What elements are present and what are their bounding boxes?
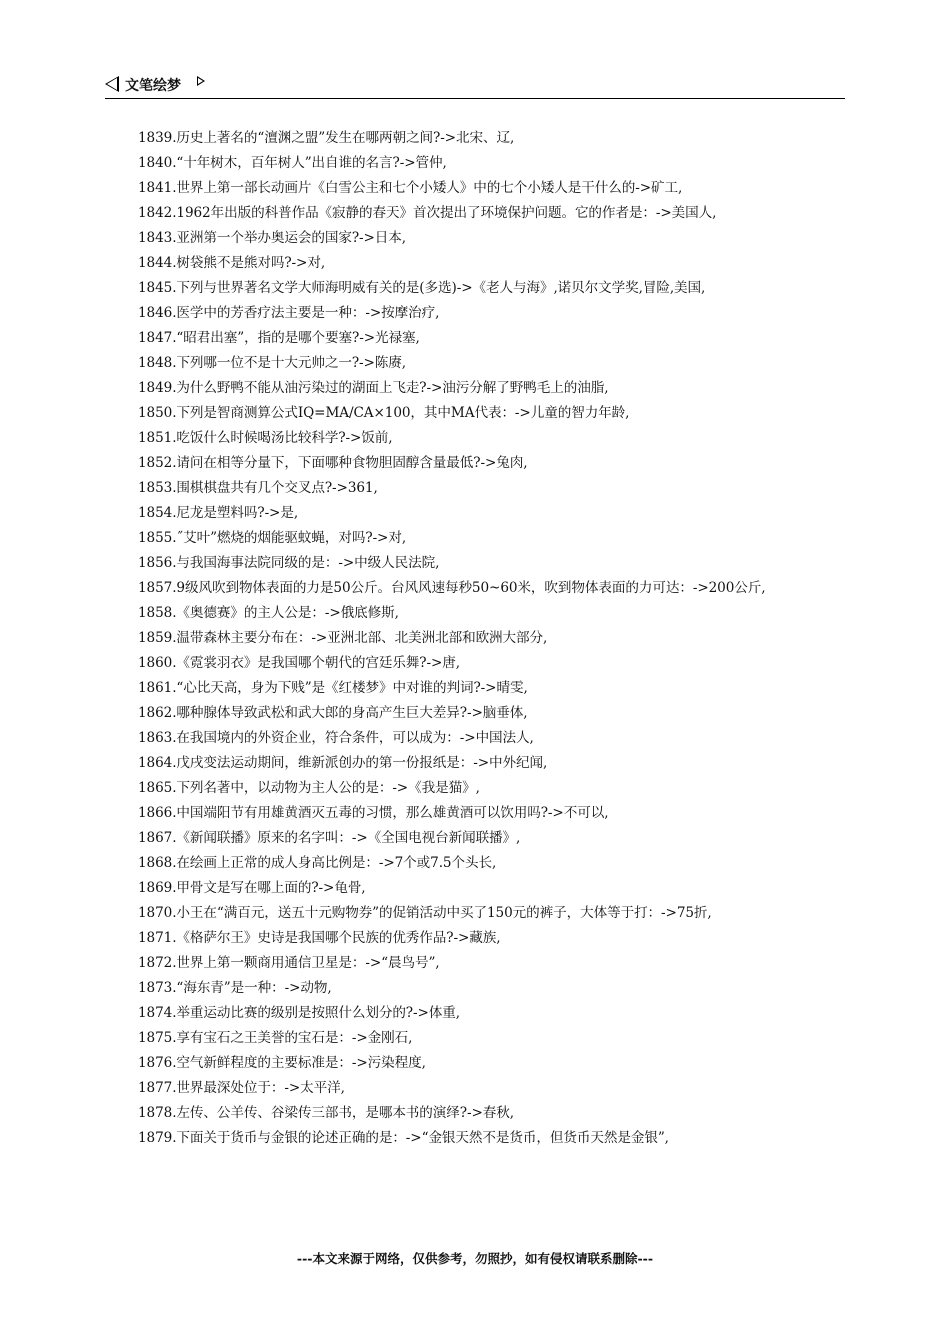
left-triangle-icon [105, 76, 119, 92]
qa-item: 1850.下列是智商测算公式IQ=MA/CA×100，其中MA代表：->儿童的智力年龄, [138, 405, 630, 421]
qa-item: 1877.世界最深处位于：->太平洋, [138, 1080, 345, 1096]
qa-item: 1874.举重运动比赛的级别是按照什么划分的?->体重, [138, 1005, 460, 1021]
qa-list [105, 126, 845, 1151]
qa-item: 1866.中国端阳节有用雄黄酒灭五毒的习惯，那么雄黄酒可以饮用吗?->不可以, [138, 805, 609, 821]
qa-item: 1858.《奥德赛》的主人公是：->俄底修斯, [138, 605, 399, 621]
right-triangle-icon [197, 76, 205, 86]
qa-item: 1878.左传、公羊传、谷梁传三部书，是哪本书的演绎?->春秋, [138, 1105, 514, 1121]
page-header [105, 74, 845, 99]
qa-item: 1855.˝艾叶”燃烧的烟能驱蚊蝇，对吗?->对, [138, 530, 407, 546]
qa-item: 1875.享有宝石之王美誉的宝石是：->金刚石, [138, 1030, 413, 1046]
qa-item: 1853.围棋棋盘共有几个交叉点?->361, [138, 480, 378, 496]
qa-item: 1863.在我国境内的外资企业，符合条件，可以成为：->中国法人, [138, 730, 534, 746]
qa-item: 1854.尼龙是塑料吗?->是, [138, 505, 299, 521]
qa-item: 1840.“十年树木，百年树人”出自谁的名言?->管仲, [138, 155, 447, 171]
header-title: 文笔绘梦 [125, 78, 181, 94]
qa-item: 1870.小王在“满百元，送五十元购物券”的促销活动中买了150元的裤子，大体等于打：->75折, [138, 905, 712, 921]
qa-item: 1872.世界上第一颗商用通信卫星是：->“晨鸟号”, [138, 955, 440, 971]
qa-item: 1862.哪种腺体导致武松和武大郎的身高产生巨大差异?->脑垂体, [138, 705, 528, 721]
qa-item: 1865.下列名著中，以动物为主人公的是：->《我是猫》, [138, 780, 480, 796]
qa-item: 1876.空气新鲜程度的主要标准是：->污染程度, [138, 1055, 426, 1071]
qa-item: 1845.下列与世界著名文学大师海明威有关的是(多选)->《老人与海》,诺贝尔文学奖,冒险,美国, [138, 280, 706, 296]
qa-item: 1849.为什么野鸭不能从油污染过的湖面上飞走?->油污分解了野鸭毛上的油脂, [138, 380, 609, 396]
qa-item: 1842.1962年出版的科普作品《寂静的春天》首次提出了环境保护问题。它的作者是：->美国人, [138, 205, 717, 221]
qa-item: 1841.世界上第一部长动画片《白雪公主和七个小矮人》中的七个小矮人是干什么的->矿工, [138, 180, 683, 196]
qa-item: 1873.“海东青”是一种：->动物, [138, 980, 332, 996]
qa-item: 1869.甲骨文是写在哪上面的?->龟骨, [138, 880, 366, 896]
qa-item: 1844.树袋熊不是熊对吗?->对, [138, 255, 326, 271]
qa-item: 1868.在绘画上正常的成人身高比例是：->7个或7.5个头长, [138, 855, 497, 871]
qa-item: 1871.《格萨尔王》史诗是我国哪个民族的优秀作品?->藏族, [138, 930, 501, 946]
qa-item: 1861.“心比天高，身为下贱”是《红楼梦》中对谁的判词?->晴雯, [138, 680, 528, 696]
qa-item: 1839.历史上著名的“澶渊之盟”发生在哪两朝之间?->北宋、辽, [138, 130, 515, 146]
qa-item: 1867.《新闻联播》原来的名字叫：->《全国电视台新闻联播》, [138, 830, 521, 846]
footer-disclaimer: ---本文来源于网络，仅供参考，勿照抄，如有侵权请联系删除--- [296, 1251, 654, 1266]
qa-item: 1848.下列哪一位不是十大元帅之一?->陈赓, [138, 355, 407, 371]
qa-item: 1847.“昭君出塞”，指的是哪个要塞?->光禄塞, [138, 330, 420, 346]
qa-item: 1879.下面关于货币与金银的论述正确的是：->“金银天然不是货币，但货币天然是金银”, [138, 1130, 669, 1146]
qa-item: 1843.亚洲第一个举办奥运会的国家?->日本, [138, 230, 407, 246]
qa-item: 1846.医学中的芳香疗法主要是一种：->按摩治疗, [138, 305, 440, 321]
qa-item: 1860.《霓裳羽衣》是我国哪个朝代的宫廷乐舞?->唐, [138, 655, 460, 671]
qa-item: 1852.请问在相等分量下，下面哪种食物胆固醇含量最低?->兔肉, [138, 455, 528, 471]
qa-item: 1864.戊戌变法运动期间，维新派创办的第一份报纸是：->中外纪闻, [138, 755, 548, 771]
qa-item: 1851.吃饭什么时候喝汤比较科学?->饭前, [138, 430, 393, 446]
qa-item: 1857.9级风吹到物体表面的力是50公斤。台风风速每秒50~60米，吹到物体表面的力可达：->200公斤, [138, 580, 766, 596]
qa-item: 1859.温带森林主要分布在：->亚洲北部、北美洲北部和欧洲大部分, [138, 630, 548, 646]
qa-item: 1856.与我国海事法院同级的是：->中级人民法院, [138, 555, 440, 571]
